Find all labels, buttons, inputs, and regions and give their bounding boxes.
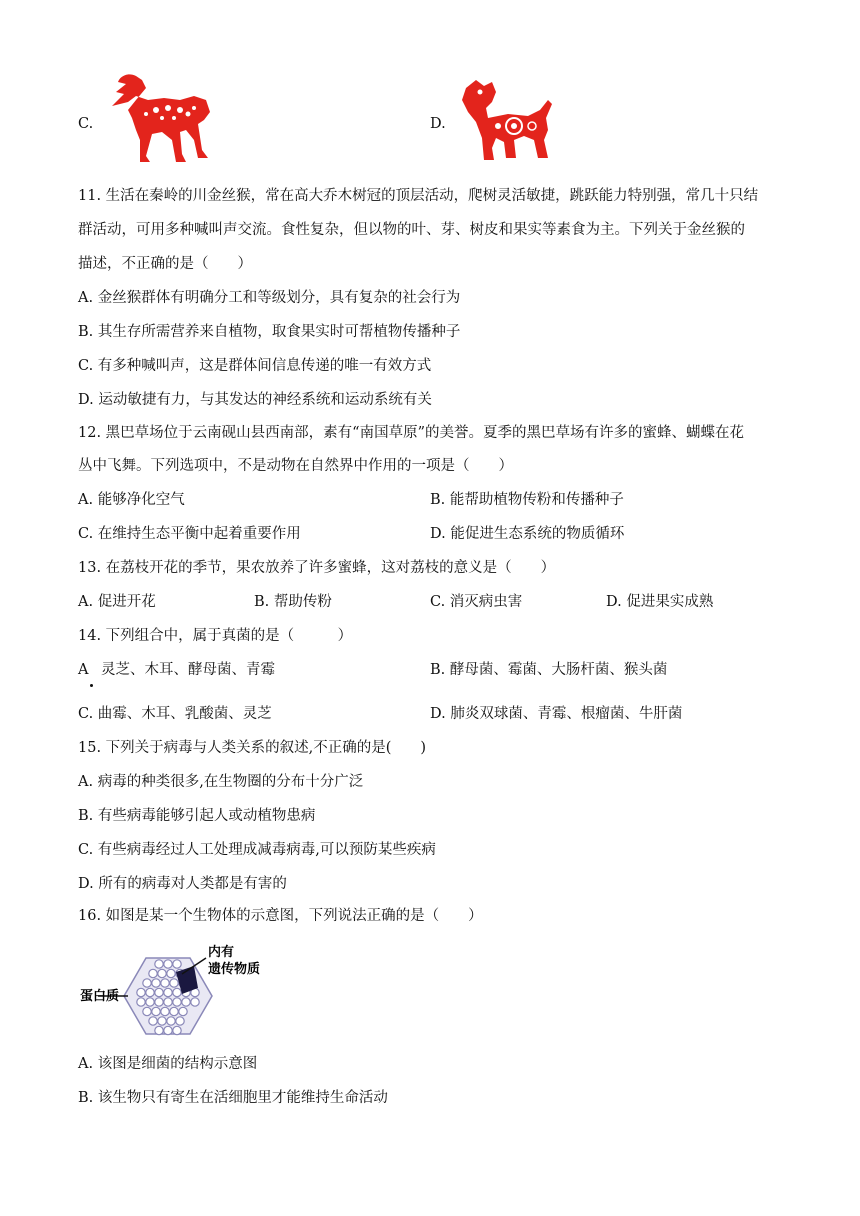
q11-option-c: C. 有多种喊叫声，这是群体间信息传递的唯一有效方式	[78, 358, 432, 374]
q12-stem-line1: 12. 黑巴草场位于云南砚山县西南部，素有“南国草原”的美誉。夏季的黑巴草场有许多的蜜蜂、蝴蝶在花	[78, 425, 744, 441]
capsomere-sphere	[146, 988, 154, 996]
capsomere-sphere	[155, 998, 163, 1006]
capsomere-sphere	[152, 979, 160, 987]
capsomere-sphere	[155, 960, 163, 968]
q13-option-d: D. 促进果实成熟	[606, 594, 714, 610]
q13-option-a: A. 促进开花	[78, 594, 156, 610]
capsomere-sphere	[170, 1007, 178, 1015]
q11-stem-line3: 描述，不正确的是（ ）	[78, 256, 252, 272]
fig-label-top1: 内有	[208, 945, 235, 960]
capsomere-sphere	[161, 1007, 169, 1015]
option-c-label: C.	[78, 116, 94, 132]
capsomere-sphere	[173, 998, 181, 1006]
fig-label-protein: 蛋白质	[80, 989, 120, 1004]
capsomere-sphere	[146, 998, 154, 1006]
capsomere-sphere	[164, 988, 172, 996]
virus-diagram	[78, 940, 278, 1050]
capsomere-sphere	[167, 1017, 175, 1025]
dog-papercut-image	[458, 78, 554, 168]
q12-option-b: B. 能帮助植物传粉和传播种子	[430, 492, 624, 508]
capsomere-sphere	[164, 1026, 172, 1034]
option-d-label: D.	[430, 116, 446, 132]
q13-option-b: B. 帮助传粉	[254, 594, 332, 610]
q11-option-d: D. 运动敏捷有力，与其发达的神经系统和运动系统有关	[78, 392, 432, 408]
capsomere-sphere	[176, 1017, 184, 1025]
capsomere-sphere	[173, 1026, 181, 1034]
q15-stem: 15. 下列关于病毒与人类关系的叙述,不正确的是( )	[78, 740, 427, 756]
capsomere-sphere	[179, 1007, 187, 1015]
q14-option-c: C. 曲霉、木耳、乳酸菌、灵芝	[78, 706, 272, 722]
capsomere-sphere	[149, 969, 157, 977]
capsomere-sphere	[167, 969, 175, 977]
capsomere-sphere	[182, 998, 190, 1006]
q15-option-b: B. 有些病毒能够引起人或动植物患病	[78, 808, 316, 824]
capsomere-sphere	[155, 1026, 163, 1034]
q11-option-b: B. 其生存所需营养来自植物，取食果实时可帮植物传播种子	[78, 324, 461, 340]
q14-option-a-label: A	[78, 662, 89, 678]
q11-stem-line1: 11. 生活在秦岭的川金丝猴，常在高大乔木树冠的顶层活动，爬树灵活敏捷，跳跃能力特别强，常几十只结	[78, 188, 759, 204]
q11-stem-line2: 群活动，可用多种喊叫声交流。食性复杂，但以物的叶、芽、树皮和果实等素食为主。下列关于金丝猴的	[78, 222, 745, 238]
capsomere-sphere	[149, 1017, 157, 1025]
q14-option-a: 灵芝、木耳、酵母菌、青霉	[101, 662, 275, 678]
capsomere-sphere	[191, 998, 199, 1006]
q12-option-a: A. 能够净化空气	[78, 492, 185, 508]
q16-stem: 16. 如图是某一个生物体的示意图，下列说法正确的是（ ）	[78, 908, 483, 924]
q15-option-a: A. 病毒的种类很多,在生物圈的分布十分广泛	[78, 774, 364, 790]
capsomere-sphere	[143, 979, 151, 987]
q13-option-c: C. 消灭病虫害	[430, 594, 523, 610]
capsomere-sphere	[173, 988, 181, 996]
q16-option-b: B. 该生物只有寄生在活细胞里才能维持生命活动	[78, 1090, 388, 1106]
q14-option-b: B. 酵母菌、霉菌、大肠杆菌、猴头菌	[430, 662, 668, 678]
capsomere-sphere	[164, 960, 172, 968]
capsomere-sphere	[137, 988, 145, 996]
capsomere-sphere	[173, 960, 181, 968]
capsomere-sphere	[152, 1007, 160, 1015]
capsomere-sphere	[137, 998, 145, 1006]
capsomere-sphere	[170, 979, 178, 987]
option-a-dot	[90, 684, 93, 687]
q13-stem: 13. 在荔枝开花的季节，果农放养了许多蜜蜂，这对荔枝的意义是（ ）	[78, 560, 556, 576]
goat-papercut-image	[106, 70, 216, 170]
capsomere-sphere	[143, 1007, 151, 1015]
capsomere-sphere	[158, 969, 166, 977]
q16-option-a: A. 该图是细菌的结构示意图	[78, 1056, 258, 1072]
q12-option-c: C. 在维持生态平衡中起着重要作用	[78, 526, 301, 542]
q15-option-c: C. 有些病毒经过人工处理成减毒病毒,可以预防某些疾病	[78, 842, 436, 858]
q14-option-d: D. 肺炎双球菌、青霉、根瘤菌、牛肝菌	[430, 706, 683, 722]
capsomere-sphere	[158, 1017, 166, 1025]
capsomere-sphere	[161, 979, 169, 987]
q12-option-d: D. 能促进生态系统的物质循环	[430, 526, 625, 542]
q14-stem: 14. 下列组合中，属于真菌的是（ ）	[78, 628, 353, 644]
q12-stem-line2: 丛中飞舞。下列选项中，不是动物在自然界中作用的一项是（ ）	[78, 458, 513, 474]
q11-option-a: A. 金丝猴群体有明确分工和等级划分，具有复杂的社会行为	[78, 290, 461, 306]
capsomere-sphere	[155, 988, 163, 996]
capsomere-sphere	[164, 998, 172, 1006]
fig-label-top2: 遗传物质	[208, 962, 261, 977]
q15-option-d: D. 所有的病毒对人类都是有害的	[78, 876, 287, 892]
